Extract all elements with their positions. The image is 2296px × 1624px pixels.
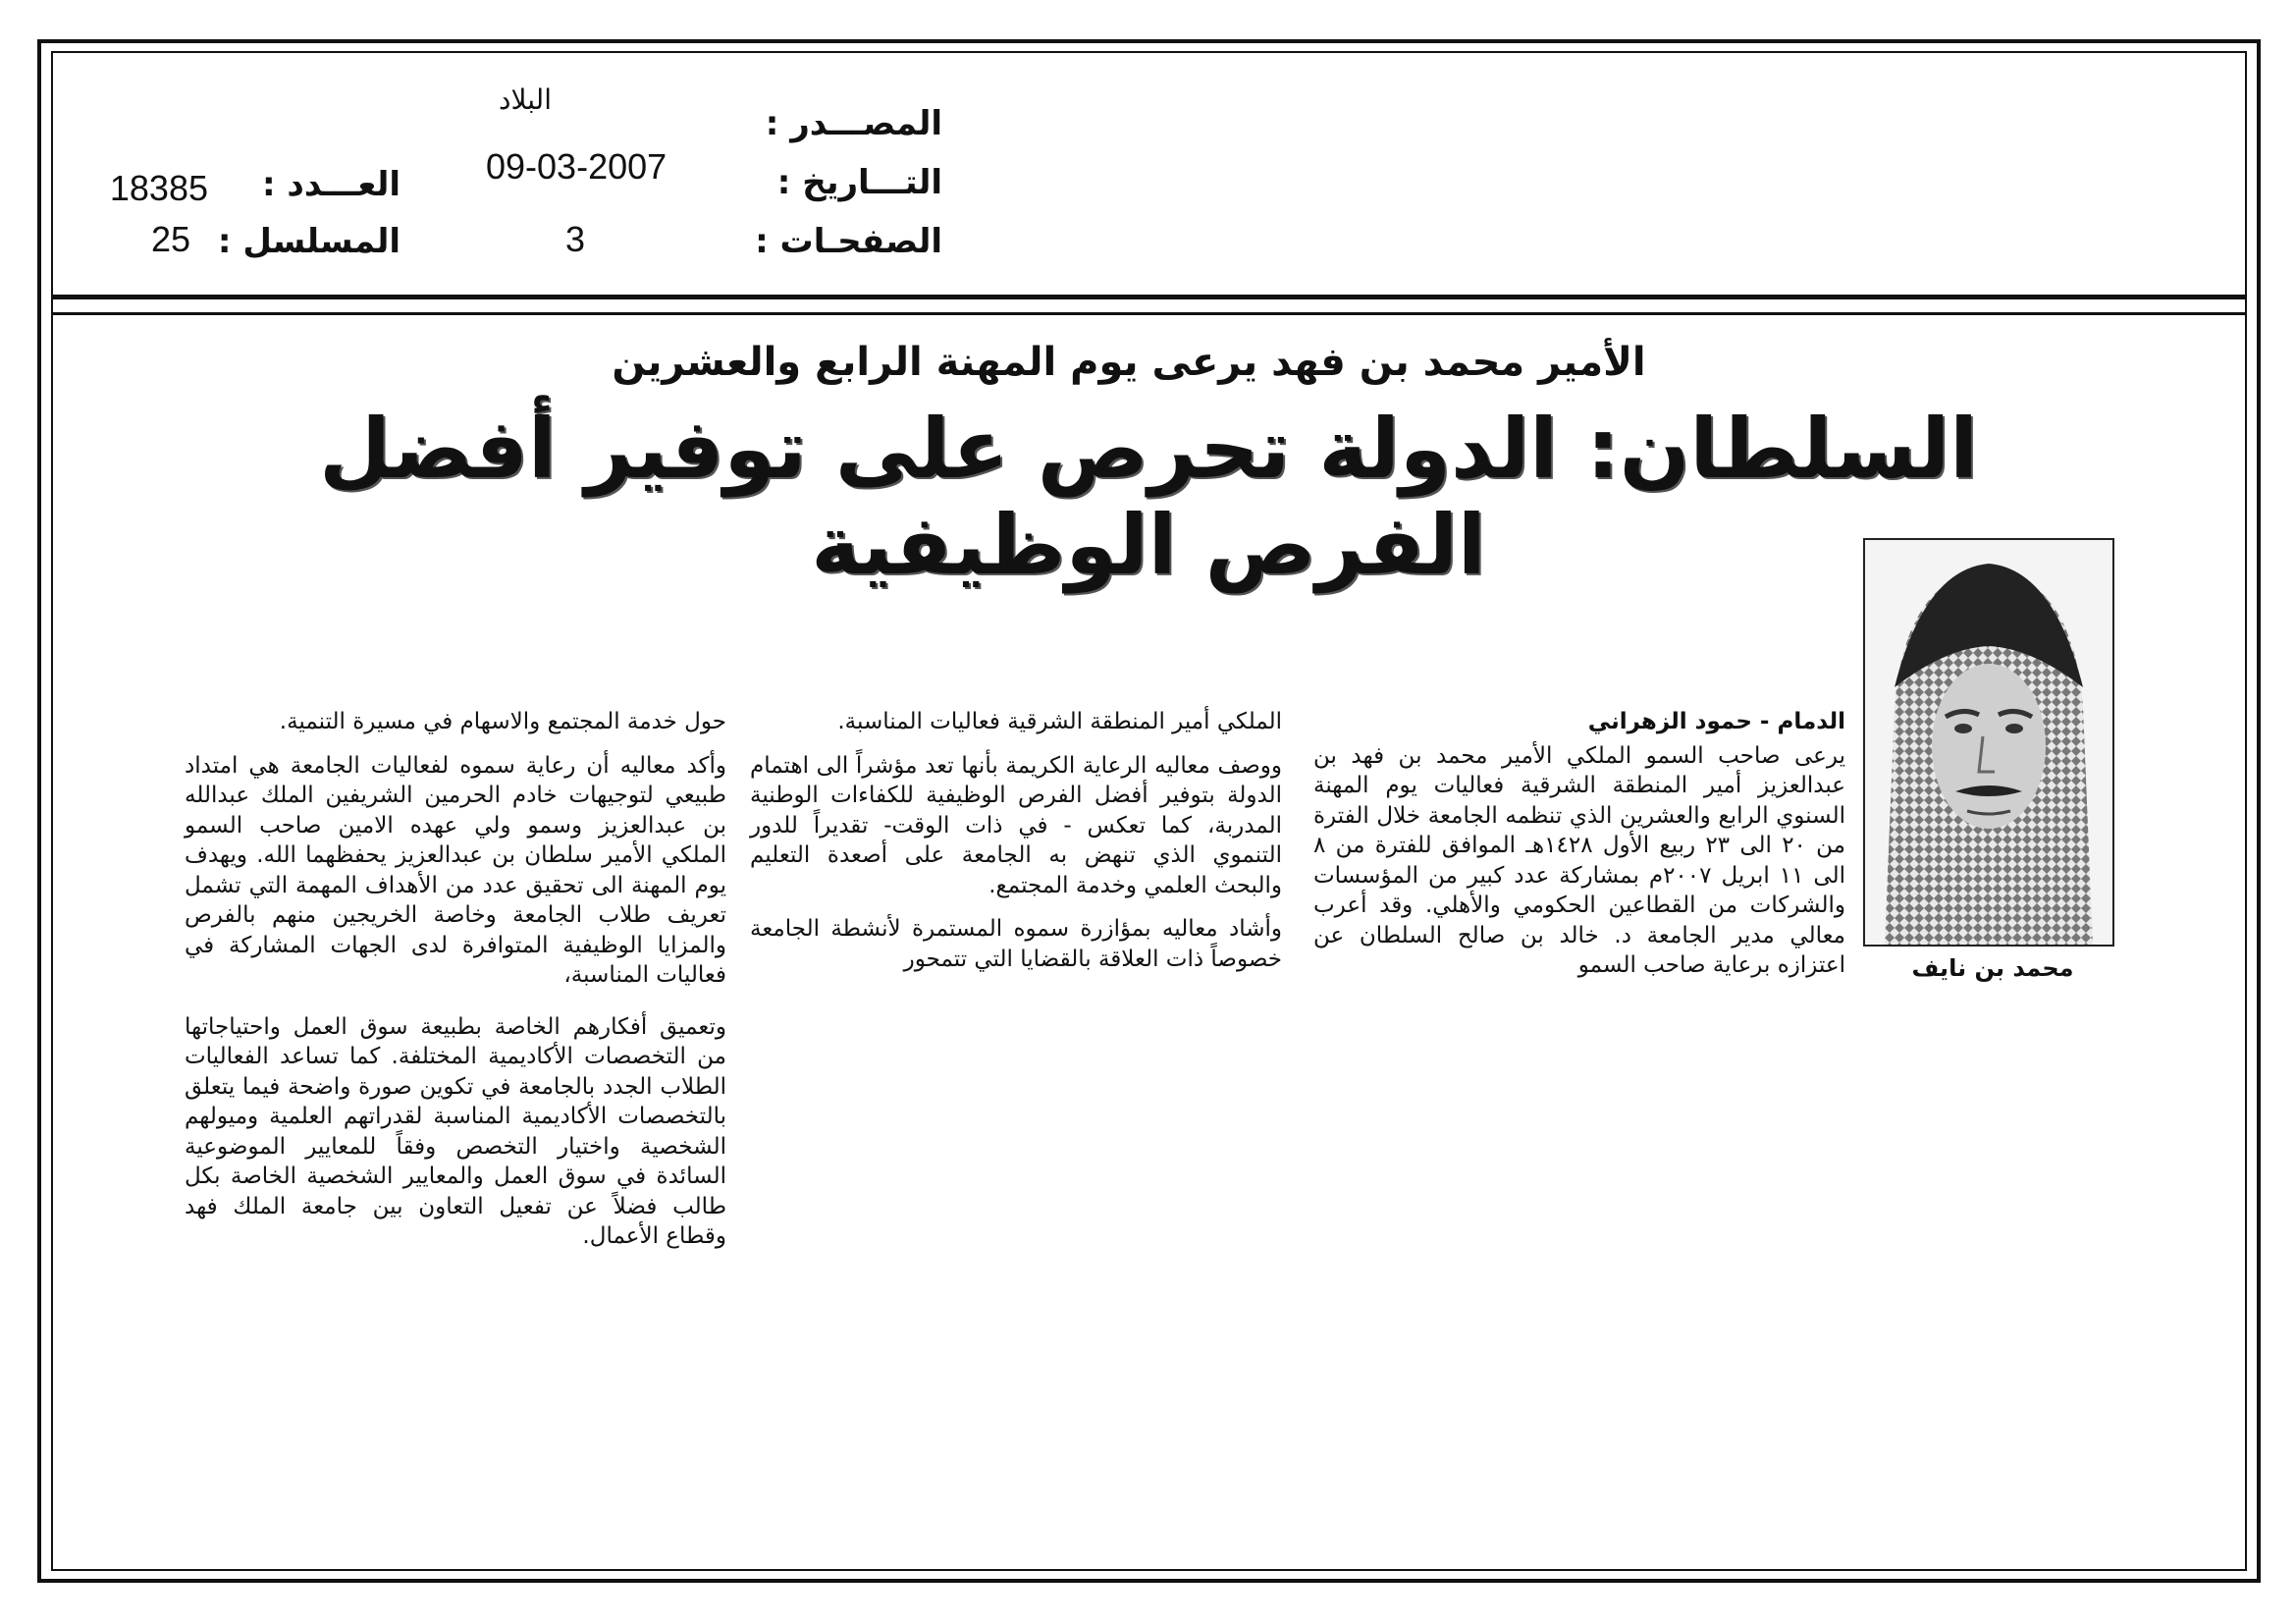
column-2-paragraph-1: الملكي أمير المنطقة الشرقية فعاليات المناسبة. [837,709,1282,734]
date-value: 09-03-2007 [486,146,667,187]
column-2-paragraph-3: وأشاد معاليه بمؤازرة سموه المستمرة لأنشطة الجامعة خصوصاً ذات العلاقة بالقضايا التي تتمحور [750,916,1282,972]
date-label: التـــاريخ : [776,163,942,202]
source-label: المصـــدر : [765,104,942,143]
article-kicker: الأمير محمد بن فهد يرعى يوم المهنة الرابع والعشرين [612,340,1646,385]
serial-label: المسلسل : [217,222,400,261]
issue-value: 18385 [109,168,208,208]
header-divider [51,295,2247,299]
column-3-paragraph-3: وتعميق أفكارهم الخاصة بطبيعة سوق العمل واحتياجاتها من التخصصات الأكاديمية المختلفة. كما تساعد الفعاليات الطلاب الجدد بالجامعة في تكوين صورة واضحة فيما يتعلق بالتخصصات الأكاديمية المناسبة لقدراتهم العلمية وميولهم الشخصية واختيار التخصص وفقاً للمعايير الموضوعية السائدة في سوق العمل والمعايير الشخصية الخاصة بكل طالب فضلاً عن تفعيل التعاون بين جامعة الملك فهد وقطاع الأعمال. [185,1013,726,1249]
column-1-paragraph-1: يرعى صاحب السمو الملكي الأمير محمد بن فهد بن عبدالعزيز أمير المنطقة الشرقية فعاليات يوم المهنة السنوي الرابع والعشرين الذي تنظمه الجامعة خلال الفترة من ٢٠ الى ٢٣ ربيع الأول ١٤٢٨هـ الموافق للفترة من ٨ الى ١١ ابريل ٢٠٠٧م بمشاركة عدد كبير من المؤسسات والشركات من القطاعين الحكومي والأهلي. وقد أعرب معالي مدير الجامعة د. خالد بن صالح السلطان عن اعتزازه برعاية صاحب السمو [1313,742,1846,978]
article-column-3 [185,707,726,1266]
article-column-1 [1313,707,1845,995]
issue-label: العـــدد : [262,165,400,204]
article-column-2 [750,707,1282,988]
column-3-paragraph-2: وأكد معاليه أن رعاية سموه لفعاليات الجامعة هي امتداد طبيعي لتوجيهات خادم الحرمين الشريفين الملك عبدالله بن عبدالعزيز وسمو ولي عهده الامين صاحب السمو الملكي الأمير سلطان بن عبدالعزيز يحفظهما الله. ويهدف يوم المهنة الى تحقيق عدد من الأهداف المهمة التي تشمل تعريف طلاب الجامعة وخاصة الخريجين منهم بالفرص والمزايا الوظيفية المتوافرة لدى الجهات المشاركة في فعاليات المناسبة، [185,752,726,988]
portrait-photo [1863,538,2114,947]
photo-caption: محمد بن نايف [1911,954,2074,982]
byline: الدمام - حمود الزهراني [1587,709,1845,734]
article-headline: السلطان: الدولة تحرص على توفير أفضل الفرص الوظيفية [319,401,1978,593]
pages-value: 3 [564,219,586,259]
header-divider-secondary [51,312,2247,315]
column-2-paragraph-2: ووصف معاليه الرعاية الكريمة بأنها تعد مؤشراً الى اهتمام الدولة بتوفير أفضل الفرص الوظيفية للكفاءات الوطنية المدربة، كما تعكس - في ذات الوقت- تقديراً للدور التنموي الذي تنهض به الجامعة على أصعدة التعليم والبحث العلمي وخدمة المجتمع. [750,752,1282,898]
column-3-paragraph-1: حول خدمة المجتمع والاسهام في مسيرة التنمية. [279,709,726,734]
source-value: البلاد [499,83,552,116]
serial-value: 25 [150,219,190,259]
portrait-icon [1865,540,2112,945]
pages-label: الصفحـات : [755,222,942,261]
